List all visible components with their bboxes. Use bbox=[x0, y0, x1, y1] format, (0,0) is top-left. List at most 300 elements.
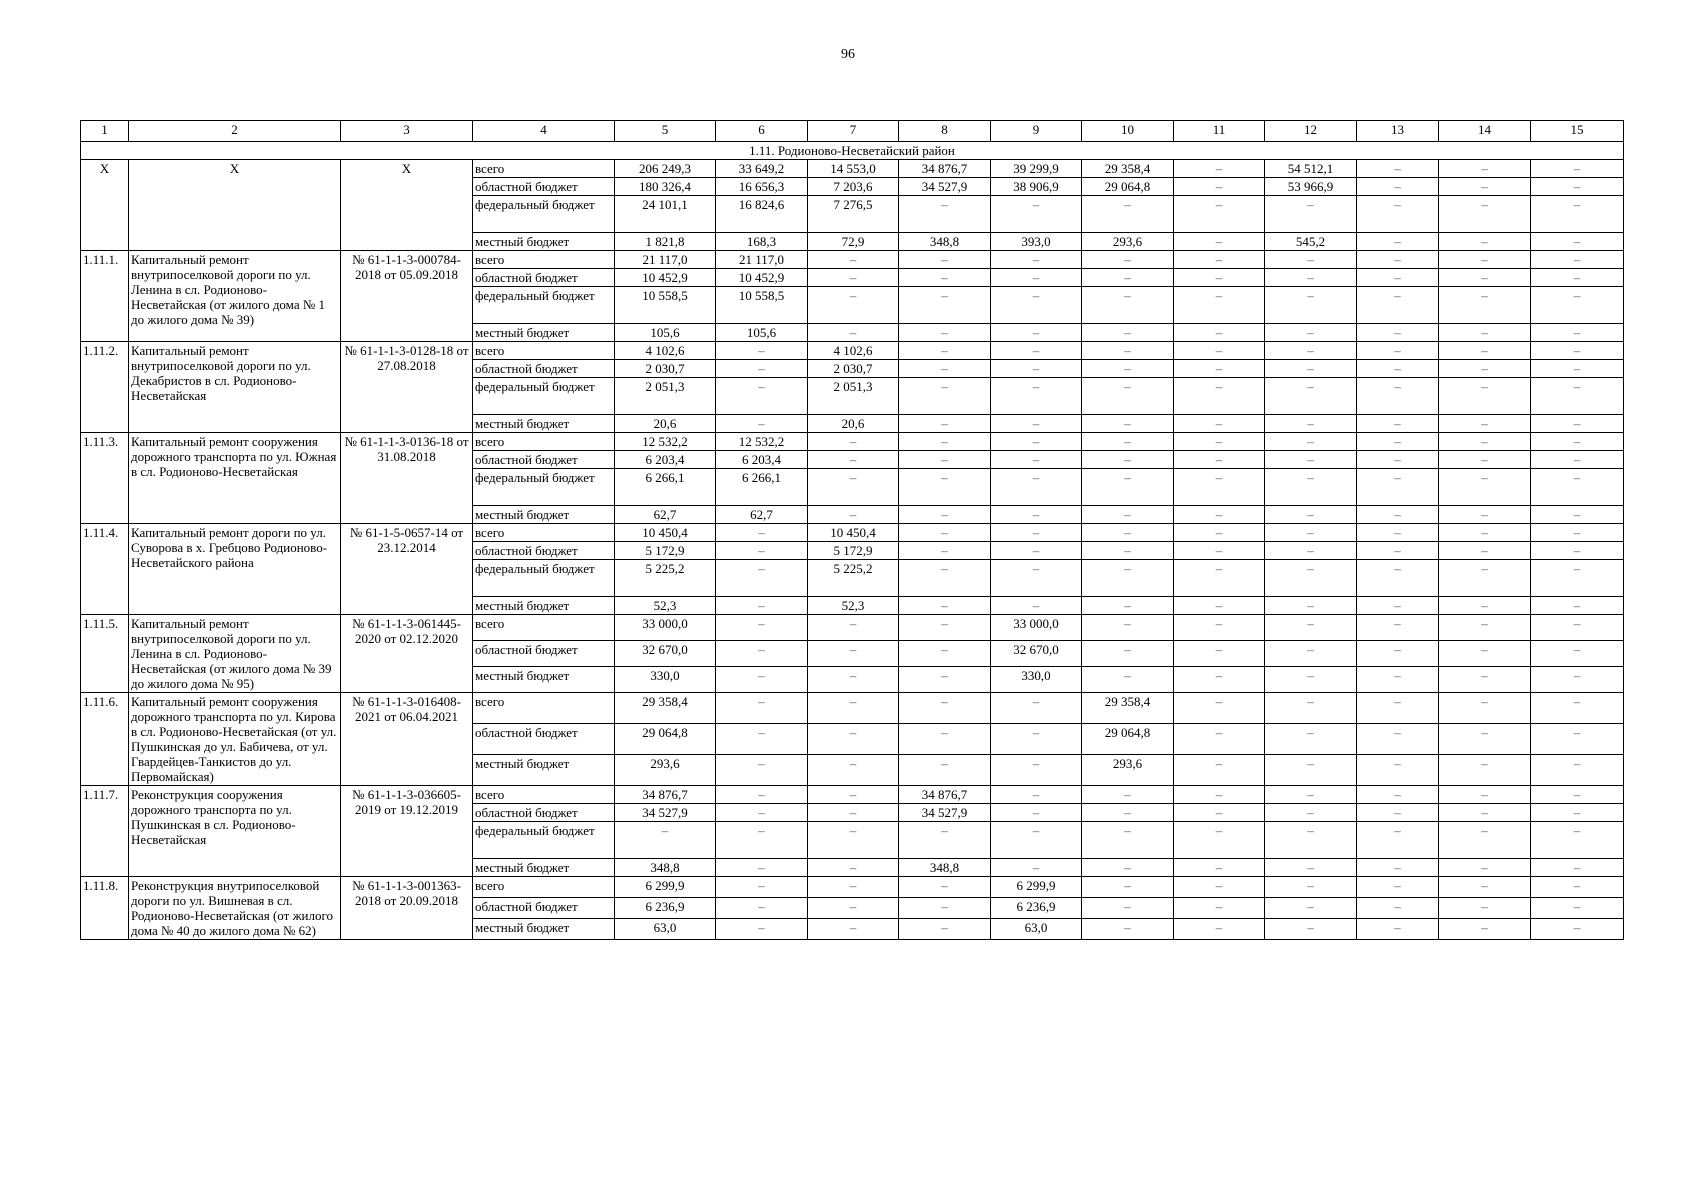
document-number: № 61-1-1-3-016408-2021 от 06.04.2021 bbox=[341, 693, 473, 786]
amount-cell: – bbox=[808, 898, 899, 919]
document-number: № 61-1-5-0657-14 от 23.12.2014 bbox=[341, 524, 473, 615]
amount-cell: 29 358,4 bbox=[1082, 693, 1174, 724]
amount-cell: 29 358,4 bbox=[615, 693, 716, 724]
amount-cell: – bbox=[1439, 451, 1531, 469]
amount-cell: – bbox=[1174, 378, 1265, 415]
document-number: № 61-1-1-3-0128-18 от 27.08.2018 bbox=[341, 342, 473, 433]
amount-cell: 4 102,6 bbox=[615, 342, 716, 360]
amount-cell: – bbox=[899, 641, 991, 667]
table-row bbox=[81, 877, 1624, 898]
amount-cell: – bbox=[1531, 451, 1624, 469]
amount-cell: – bbox=[1174, 898, 1265, 919]
column-number-row bbox=[81, 121, 1624, 142]
amount-cell: – bbox=[899, 469, 991, 506]
amount-cell: – bbox=[808, 724, 899, 755]
amount-cell: – bbox=[899, 667, 991, 693]
amount-cell: – bbox=[899, 693, 991, 724]
amount-cell: 4 102,6 bbox=[808, 342, 899, 360]
amount-cell: – bbox=[1531, 342, 1624, 360]
amount-cell: – bbox=[808, 641, 899, 667]
funding-source: всего bbox=[473, 615, 615, 641]
amount-cell: – bbox=[808, 615, 899, 641]
amount-cell: – bbox=[808, 251, 899, 269]
amount-cell: 20,6 bbox=[615, 415, 716, 433]
amount-cell: – bbox=[1357, 859, 1439, 877]
amount-cell: – bbox=[1531, 251, 1624, 269]
amount-cell: – bbox=[1439, 542, 1531, 560]
table-row bbox=[81, 615, 1624, 641]
amount-cell: – bbox=[1082, 324, 1174, 342]
amount-cell: – bbox=[1174, 324, 1265, 342]
amount-cell: – bbox=[1531, 524, 1624, 542]
amount-cell: – bbox=[899, 560, 991, 597]
amount-cell: – bbox=[991, 378, 1082, 415]
amount-cell: – bbox=[716, 342, 808, 360]
amount-cell: – bbox=[1531, 360, 1624, 378]
amount-cell: – bbox=[1531, 693, 1624, 724]
amount-cell: 2 030,7 bbox=[808, 360, 899, 378]
amount-cell: 72,9 bbox=[808, 233, 899, 251]
amount-cell: – bbox=[1082, 822, 1174, 859]
amount-cell: – bbox=[1265, 360, 1357, 378]
amount-cell: – bbox=[1439, 469, 1531, 506]
amount-cell: – bbox=[1265, 724, 1357, 755]
amount-cell: – bbox=[1357, 324, 1439, 342]
amount-cell: – bbox=[1439, 877, 1531, 898]
amount-cell: 5 172,9 bbox=[615, 542, 716, 560]
amount-cell: – bbox=[1082, 641, 1174, 667]
amount-cell: – bbox=[991, 433, 1082, 451]
table-row bbox=[81, 251, 1624, 269]
amount-cell: – bbox=[1082, 415, 1174, 433]
funding-source: областной бюджет bbox=[473, 804, 615, 822]
amount-cell: – bbox=[991, 804, 1082, 822]
amount-cell: – bbox=[1531, 822, 1624, 859]
amount-cell: – bbox=[808, 804, 899, 822]
amount-cell: – bbox=[1082, 506, 1174, 524]
amount-cell: – bbox=[1531, 269, 1624, 287]
amount-cell: – bbox=[1174, 196, 1265, 233]
amount-cell: – bbox=[716, 667, 808, 693]
funding-source: местный бюджет bbox=[473, 667, 615, 693]
amount-cell: – bbox=[1357, 378, 1439, 415]
amount-cell: – bbox=[1531, 378, 1624, 415]
amount-cell: 545,2 bbox=[1265, 233, 1357, 251]
amount-cell: 10 450,4 bbox=[808, 524, 899, 542]
amount-cell: – bbox=[716, 804, 808, 822]
amount-cell: – bbox=[899, 433, 991, 451]
funding-source: областной бюджет bbox=[473, 451, 615, 469]
amount-cell: – bbox=[808, 506, 899, 524]
amount-cell: – bbox=[1531, 804, 1624, 822]
column-number: 6 bbox=[716, 121, 808, 142]
amount-cell: – bbox=[1174, 506, 1265, 524]
amount-cell: – bbox=[1265, 877, 1357, 898]
amount-cell: – bbox=[1439, 415, 1531, 433]
document-number: № 61-1-1-3-0136-18 от 31.08.2018 bbox=[341, 433, 473, 524]
amount-cell: – bbox=[899, 506, 991, 524]
amount-cell: – bbox=[1082, 342, 1174, 360]
table-row bbox=[81, 786, 1624, 804]
amount-cell: 105,6 bbox=[716, 324, 808, 342]
amount-cell: – bbox=[1357, 786, 1439, 804]
amount-cell: 180 326,4 bbox=[615, 178, 716, 196]
amount-cell: – bbox=[1357, 269, 1439, 287]
funding-source: федеральный бюджет bbox=[473, 822, 615, 859]
document-number: № 61-1-1-3-000784-2018 от 05.09.2018 bbox=[341, 251, 473, 342]
amount-cell: – bbox=[1082, 251, 1174, 269]
amount-cell: – bbox=[808, 469, 899, 506]
amount-cell: – bbox=[1265, 469, 1357, 506]
amount-cell: – bbox=[1265, 615, 1357, 641]
amount-cell: 348,8 bbox=[899, 233, 991, 251]
amount-cell: – bbox=[1265, 919, 1357, 940]
document-number: № 61-1-1-3-001363-2018 от 20.09.2018 bbox=[341, 877, 473, 940]
amount-cell: – bbox=[1357, 919, 1439, 940]
column-number: 4 bbox=[473, 121, 615, 142]
amount-cell: – bbox=[1265, 324, 1357, 342]
amount-cell: 20,6 bbox=[808, 415, 899, 433]
amount-cell: – bbox=[1439, 287, 1531, 324]
amount-cell: – bbox=[1357, 898, 1439, 919]
amount-cell: – bbox=[808, 786, 899, 804]
amount-cell: – bbox=[1265, 251, 1357, 269]
amount-cell: – bbox=[991, 469, 1082, 506]
funding-source: всего bbox=[473, 342, 615, 360]
amount-cell: – bbox=[1531, 724, 1624, 755]
amount-cell: – bbox=[1174, 251, 1265, 269]
amount-cell: 16 656,3 bbox=[716, 178, 808, 196]
amount-cell: – bbox=[1174, 451, 1265, 469]
amount-cell: – bbox=[1174, 786, 1265, 804]
column-number: 7 bbox=[808, 121, 899, 142]
item-name: Капитальный ремонт сооружения дорожного транспорта по ул. Кирова в сл. Родионово-Несветайская (от ул. Пушкинская до ул. Бабичева, от ул. Гвардейцев-Танкистов до ул. Первомайская) bbox=[129, 693, 341, 786]
amount-cell: – bbox=[1531, 287, 1624, 324]
amount-cell: 21 117,0 bbox=[615, 251, 716, 269]
amount-cell: – bbox=[899, 415, 991, 433]
amount-cell: – bbox=[1531, 178, 1624, 196]
amount-cell: 53 966,9 bbox=[1265, 178, 1357, 196]
amount-cell: – bbox=[991, 542, 1082, 560]
amount-cell: – bbox=[1357, 524, 1439, 542]
amount-cell: – bbox=[716, 615, 808, 641]
amount-cell: – bbox=[1174, 667, 1265, 693]
amount-cell: – bbox=[1174, 641, 1265, 667]
amount-cell: – bbox=[1439, 160, 1531, 178]
amount-cell: 34 527,9 bbox=[615, 804, 716, 822]
item-name: Х bbox=[129, 160, 341, 251]
amount-cell: – bbox=[716, 560, 808, 597]
table-row bbox=[81, 433, 1624, 451]
amount-cell: – bbox=[716, 693, 808, 724]
amount-cell: – bbox=[1357, 196, 1439, 233]
amount-cell: – bbox=[1531, 667, 1624, 693]
amount-cell: – bbox=[1439, 433, 1531, 451]
amount-cell: – bbox=[1174, 804, 1265, 822]
amount-cell: – bbox=[1357, 178, 1439, 196]
amount-cell: – bbox=[1439, 560, 1531, 597]
amount-cell: – bbox=[1531, 597, 1624, 615]
amount-cell: – bbox=[1265, 506, 1357, 524]
funding-source: местный бюджет bbox=[473, 233, 615, 251]
amount-cell: – bbox=[1531, 898, 1624, 919]
amount-cell: – bbox=[899, 597, 991, 615]
amount-cell: – bbox=[1082, 877, 1174, 898]
amount-cell: – bbox=[1082, 378, 1174, 415]
amount-cell: – bbox=[1082, 560, 1174, 597]
amount-cell: 63,0 bbox=[991, 919, 1082, 940]
table-row bbox=[81, 160, 1624, 178]
amount-cell: – bbox=[1439, 919, 1531, 940]
amount-cell: – bbox=[899, 360, 991, 378]
amount-cell: – bbox=[1174, 415, 1265, 433]
amount-cell: – bbox=[1265, 269, 1357, 287]
amount-cell: – bbox=[1082, 597, 1174, 615]
amount-cell: – bbox=[808, 693, 899, 724]
amount-cell: – bbox=[1357, 342, 1439, 360]
funding-source: местный бюджет bbox=[473, 415, 615, 433]
amount-cell: 12 532,2 bbox=[615, 433, 716, 451]
amount-cell: – bbox=[1357, 755, 1439, 786]
amount-cell: – bbox=[1439, 859, 1531, 877]
amount-cell: – bbox=[991, 451, 1082, 469]
amount-cell: – bbox=[991, 196, 1082, 233]
amount-cell: – bbox=[1439, 822, 1531, 859]
amount-cell: 29 064,8 bbox=[1082, 724, 1174, 755]
amount-cell: – bbox=[899, 822, 991, 859]
amount-cell: – bbox=[899, 724, 991, 755]
amount-cell: – bbox=[899, 378, 991, 415]
item-number: 1.11.2. bbox=[81, 342, 129, 433]
amount-cell: – bbox=[1357, 287, 1439, 324]
amount-cell: 16 824,6 bbox=[716, 196, 808, 233]
amount-cell: – bbox=[716, 877, 808, 898]
section-title: 1.11. Родионово-Несветайский район bbox=[81, 142, 1624, 160]
amount-cell: 34 876,7 bbox=[899, 786, 991, 804]
amount-cell: 2 051,3 bbox=[615, 378, 716, 415]
amount-cell: – bbox=[1531, 641, 1624, 667]
amount-cell: – bbox=[1174, 560, 1265, 597]
amount-cell: – bbox=[1265, 804, 1357, 822]
funding-source: всего bbox=[473, 877, 615, 898]
amount-cell: – bbox=[1082, 667, 1174, 693]
amount-cell: – bbox=[1531, 196, 1624, 233]
amount-cell: – bbox=[1531, 433, 1624, 451]
amount-cell: – bbox=[1357, 667, 1439, 693]
amount-cell: – bbox=[1439, 724, 1531, 755]
item-name: Капитальный ремонт внутрипоселковой дороги по ул. Ленина в сл. Родионово-Несветайская (от жилого дома № 39 до жилого дома № 95) bbox=[129, 615, 341, 693]
amount-cell: – bbox=[1174, 822, 1265, 859]
amount-cell: – bbox=[716, 415, 808, 433]
amount-cell: – bbox=[1357, 560, 1439, 597]
column-number: 5 bbox=[615, 121, 716, 142]
item-name: Реконструкция сооружения дорожного транспорта по ул. Пушкинская в сл. Родионово-Несветайская bbox=[129, 786, 341, 877]
funding-source: местный бюджет bbox=[473, 597, 615, 615]
funding-source: местный бюджет bbox=[473, 324, 615, 342]
amount-cell: – bbox=[991, 859, 1082, 877]
amount-cell: – bbox=[991, 360, 1082, 378]
amount-cell: 62,7 bbox=[716, 506, 808, 524]
amount-cell: 5 225,2 bbox=[615, 560, 716, 597]
item-name: Реконструкция внутрипоселковой дороги по ул. Вишневая в сл. Родионово-Несветайская (от жилого дома № 40 до жилого дома № 62) bbox=[129, 877, 341, 940]
item-name: Капитальный ремонт внутрипоселковой дороги по ул. Ленина в сл. Родионово-Несветайская (от жилого дома № 1 до жилого дома № 39) bbox=[129, 251, 341, 342]
amount-cell: – bbox=[1531, 786, 1624, 804]
document-number: № 61-1-1-3-036605-2019 от 19.12.2019 bbox=[341, 786, 473, 877]
amount-cell: – bbox=[716, 378, 808, 415]
amount-cell: – bbox=[1082, 898, 1174, 919]
amount-cell: – bbox=[808, 877, 899, 898]
amount-cell: – bbox=[1439, 615, 1531, 641]
amount-cell: – bbox=[1082, 196, 1174, 233]
funding-source: областной бюджет bbox=[473, 898, 615, 919]
item-name: Капитальный ремонт дороги по ул. Суворова в х. Гребцово Родионово-Несветайского района bbox=[129, 524, 341, 615]
amount-cell: – bbox=[716, 822, 808, 859]
amount-cell: 330,0 bbox=[991, 667, 1082, 693]
funding-source: всего bbox=[473, 251, 615, 269]
amount-cell: 293,6 bbox=[615, 755, 716, 786]
amount-cell: – bbox=[1439, 755, 1531, 786]
amount-cell: – bbox=[1265, 641, 1357, 667]
page-number: 96 bbox=[841, 47, 855, 62]
amount-cell: 6 203,4 bbox=[615, 451, 716, 469]
amount-cell: – bbox=[1082, 360, 1174, 378]
amount-cell: 10 452,9 bbox=[716, 269, 808, 287]
column-number: 13 bbox=[1357, 121, 1439, 142]
amount-cell: – bbox=[1082, 615, 1174, 641]
amount-cell: – bbox=[899, 287, 991, 324]
amount-cell: – bbox=[1174, 269, 1265, 287]
amount-cell: 52,3 bbox=[808, 597, 899, 615]
funding-source: областной бюджет bbox=[473, 641, 615, 667]
document-number: № 61-1-1-3-061445-2020 от 02.12.2020 bbox=[341, 615, 473, 693]
amount-cell: – bbox=[808, 859, 899, 877]
amount-cell: – bbox=[1265, 342, 1357, 360]
amount-cell: – bbox=[716, 524, 808, 542]
amount-cell: – bbox=[1531, 506, 1624, 524]
funding-source: всего bbox=[473, 160, 615, 178]
amount-cell: – bbox=[991, 506, 1082, 524]
amount-cell: – bbox=[1265, 693, 1357, 724]
amount-cell: 293,6 bbox=[1082, 755, 1174, 786]
amount-cell: – bbox=[1531, 919, 1624, 940]
amount-cell: 1 821,8 bbox=[615, 233, 716, 251]
item-name: Капитальный ремонт сооружения дорожного транспорта по ул. Южная в сл. Родионово-Несветайская bbox=[129, 433, 341, 524]
amount-cell: – bbox=[991, 415, 1082, 433]
amount-cell: 2 051,3 bbox=[808, 378, 899, 415]
amount-cell: – bbox=[1357, 233, 1439, 251]
amount-cell: – bbox=[1531, 615, 1624, 641]
amount-cell: 5 225,2 bbox=[808, 560, 899, 597]
amount-cell: – bbox=[808, 324, 899, 342]
column-number: 12 bbox=[1265, 121, 1357, 142]
amount-cell: – bbox=[899, 451, 991, 469]
amount-cell: – bbox=[899, 342, 991, 360]
amount-cell: – bbox=[1174, 287, 1265, 324]
amount-cell: – bbox=[1531, 542, 1624, 560]
amount-cell: – bbox=[1357, 433, 1439, 451]
amount-cell: – bbox=[1357, 597, 1439, 615]
amount-cell: – bbox=[1439, 342, 1531, 360]
amount-cell: – bbox=[1439, 324, 1531, 342]
funding-source: местный бюджет bbox=[473, 506, 615, 524]
amount-cell: – bbox=[1082, 542, 1174, 560]
amount-cell: 348,8 bbox=[615, 859, 716, 877]
funding-source: областной бюджет bbox=[473, 724, 615, 755]
amount-cell: 105,6 bbox=[615, 324, 716, 342]
amount-cell: – bbox=[1082, 804, 1174, 822]
amount-cell: – bbox=[1265, 524, 1357, 542]
amount-cell: – bbox=[1357, 693, 1439, 724]
funding-source: областной бюджет bbox=[473, 542, 615, 560]
amount-cell: – bbox=[1265, 542, 1357, 560]
amount-cell: – bbox=[1439, 233, 1531, 251]
amount-cell: 10 558,5 bbox=[615, 287, 716, 324]
amount-cell: – bbox=[716, 898, 808, 919]
amount-cell: – bbox=[1531, 859, 1624, 877]
amount-cell: 10 450,4 bbox=[615, 524, 716, 542]
amount-cell: – bbox=[991, 269, 1082, 287]
amount-cell: 5 172,9 bbox=[808, 542, 899, 560]
amount-cell: – bbox=[1439, 506, 1531, 524]
amount-cell: – bbox=[991, 251, 1082, 269]
table-row bbox=[81, 342, 1624, 360]
amount-cell: – bbox=[1357, 542, 1439, 560]
amount-cell: – bbox=[991, 786, 1082, 804]
amount-cell: – bbox=[899, 919, 991, 940]
table-row bbox=[81, 524, 1624, 542]
funding-source: всего bbox=[473, 786, 615, 804]
amount-cell: – bbox=[899, 615, 991, 641]
amount-cell: – bbox=[1357, 451, 1439, 469]
amount-cell: – bbox=[899, 898, 991, 919]
amount-cell: – bbox=[991, 524, 1082, 542]
column-number: 3 bbox=[341, 121, 473, 142]
amount-cell: – bbox=[1357, 160, 1439, 178]
amount-cell: – bbox=[716, 597, 808, 615]
amount-cell: – bbox=[1439, 196, 1531, 233]
amount-cell: – bbox=[1174, 877, 1265, 898]
table-row bbox=[81, 693, 1624, 724]
amount-cell: 39 299,9 bbox=[991, 160, 1082, 178]
amount-cell: 10 452,9 bbox=[615, 269, 716, 287]
amount-cell: – bbox=[1174, 615, 1265, 641]
amount-cell: – bbox=[1439, 693, 1531, 724]
amount-cell: – bbox=[1439, 641, 1531, 667]
section-title-row bbox=[81, 142, 1624, 160]
amount-cell: – bbox=[716, 724, 808, 755]
amount-cell: – bbox=[991, 822, 1082, 859]
amount-cell: – bbox=[1265, 451, 1357, 469]
funding-source: местный бюджет bbox=[473, 919, 615, 940]
amount-cell: – bbox=[1174, 542, 1265, 560]
funding-source: федеральный бюджет bbox=[473, 196, 615, 233]
amount-cell: – bbox=[1357, 415, 1439, 433]
amount-cell: 52,3 bbox=[615, 597, 716, 615]
funding-source: всего bbox=[473, 693, 615, 724]
amount-cell: 34 527,9 bbox=[899, 804, 991, 822]
amount-cell: 38 906,9 bbox=[991, 178, 1082, 196]
amount-cell: – bbox=[1174, 342, 1265, 360]
amount-cell: 6 236,9 bbox=[615, 898, 716, 919]
amount-cell: – bbox=[1357, 822, 1439, 859]
amount-cell: – bbox=[1439, 898, 1531, 919]
amount-cell: – bbox=[1174, 693, 1265, 724]
amount-cell: 10 558,5 bbox=[716, 287, 808, 324]
amount-cell: – bbox=[716, 786, 808, 804]
amount-cell: 330,0 bbox=[615, 667, 716, 693]
amount-cell: – bbox=[1174, 178, 1265, 196]
document-number: Х bbox=[341, 160, 473, 251]
